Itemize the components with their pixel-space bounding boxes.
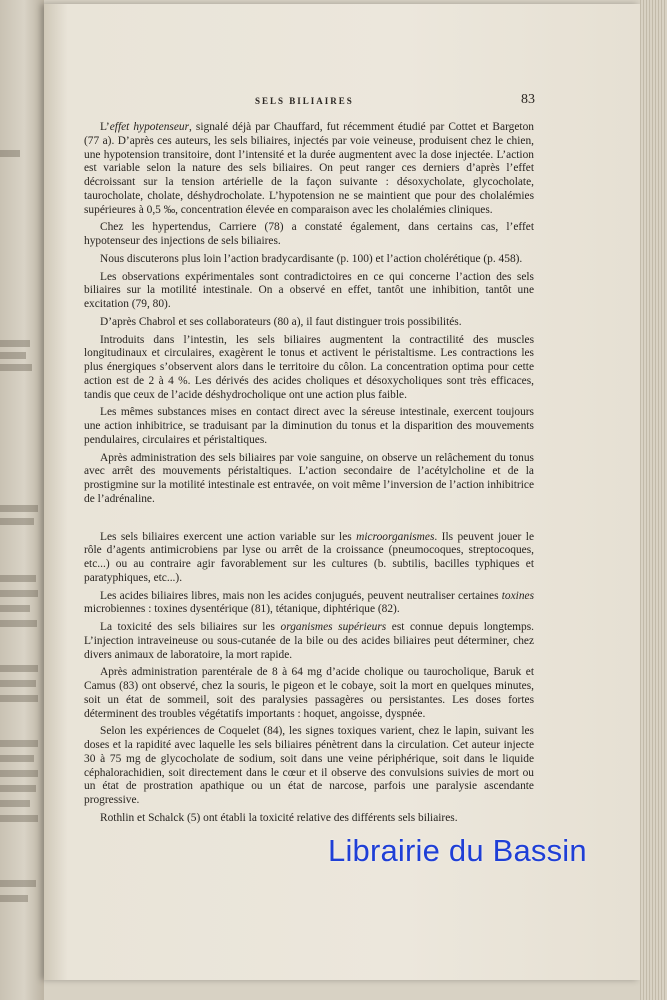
paragraph: Les mêmes substances mises en contact direct avec la séreuse intestinale, exercent toujours une action inhibitrice, se traduisant par la diminution du tonus et la disparition des mouvements pendulaires, circulaires et péristaltiques. bbox=[84, 406, 534, 446]
paragraph: Les sels biliaires exercent une action variable sur les microorganismes. Ils peuvent jouer le rôle d’agents antimicrobiens par lyse ou arrêt de la croissance (pneumocoques, streptocoques, etc...) ou au contraire agir favorablement sur les cultures (b. subtilis, bacilles typhiques et paratyphiques, etc...). bbox=[84, 530, 534, 584]
paragraph: Chez les hypertendus, Carriere (78) a constaté également, dans certains cas, l’effet hypotenseur des injections de sels biliaires. bbox=[84, 221, 534, 247]
paragraph: Après administration des sels biliaires par voie sanguine, on observe un relâchement du tonus avec arrêt des mouvements péristaltiques. L’action secondaire de l’acétylcholine et de la prostigmine sur la motilité intestinale est entravée, on voit même l’inversion de l’action inhibitrice de l’adrénaline. bbox=[84, 451, 534, 505]
paragraph: Les acides biliaires libres, mais non les acides conjugués, peuvent neutraliser certaines toxines microbiennes : toxines dysentérique (81), tétanique, diphtérique (82). bbox=[84, 589, 534, 616]
paragraph: Introduits dans l’intestin, les sels biliaires augmentent la contractilité des muscles longitudinaux et circulaires, exagèrent le tonus et activent le péristaltisme. Les contractions les plus énergiques s’observent alors dans le territoire du côlon. La concentration optima pour cette action est de 2 à 4 %. Les dérivés des acides choliques et désoxycholiques sont très efficaces, tandis que ceux de l’acide déshydrocholique ont une action plus faible. bbox=[84, 333, 534, 401]
paragraph: Nous discuterons plus loin l’action bradycardisante (p. 100) et l’action cholérétique (p. 458). bbox=[100, 252, 523, 265]
facing-page bbox=[0, 0, 44, 1000]
paragraph: Selon les expériences de Coquelet (84), les signes toxiques varient, chez le lapin, suivant les doses et la rapidité avec laquelle les sels biliaires pénètrent dans la circulation. Cet auteur injecte 30 à 75 mg de glycocholate de sodium, soit dans une veine périphérique, soit dans le liquide céphalorachidien, soit directement dans le cœur et il observe des convulsions suivies de mort ou un état de prostration apathique ou un état de narcose, parfois une paralysie ascendante progressive. bbox=[84, 725, 534, 806]
paragraph: D’après Chabrol et ses collaborateurs (80 a), il faut distinguer trois possibilités. bbox=[100, 315, 462, 328]
watermark-logo: Librairie du Bassin bbox=[328, 833, 587, 868]
paragraph: Après administration parentérale de 8 à 64 mg d’acide cholique ou taurocholique, Baruk et Camus (83) ont observé, chez la souris, le pigeon et le cobaye, soit la mort en quelques minutes, soit un état de sommeil, soit des paralysies passagères ou persistantes. Les doses fortes déterminent des troubles végétatifs importants : hoquet, angoisse, dyspnée. bbox=[84, 666, 534, 720]
paragraph: Les observations expérimentales sont contradictoires en ce qui concerne l’action des sels biliaires sur la motilité intestinale. On a observé en effet, tantôt une inhibition, tantôt une excitation (79, 80). bbox=[84, 270, 534, 310]
page-edges bbox=[640, 0, 667, 1000]
paragraph: Rothlin et Schalck (5) ont établi la toxicité relative des différents sels biliaires. bbox=[100, 811, 458, 824]
paragraph: La toxicité des sels biliaires sur les organismes supérieurs est connue depuis longtemps. L’injection intraveineuse ou sous-cutanée de la bile ou des acides biliaires peut déterminer, chez divers animaux de laboratoire, la mort rapide. bbox=[84, 621, 535, 661]
body-text bbox=[84, 121, 534, 830]
page-number: 83 bbox=[521, 92, 535, 107]
paragraph: L’effet hypotenseur, signalé déjà par Chauffard, fut récemment étudié par Cottet et Bargeton (77 a). D’après ces auteurs, les sels biliaires, injectés par voie veineuse, produisent chez le chien, une hypotension transitoire, dont l’intensité et la durée augmentent avec la dose injectée. L’action est variable selon la nature des sels biliaires. On peut ranger ces derniers d’après l’effet décroissant sur la tension artérielle de la façon suivante : désoxycholate, glycocholate, taurocholate, cholate, déshydrocholate. L’hypotension ne se maintient que pour des cholalémies supérieures à 0,5 ‰, concentration élevée en comparaison avec les cholalémies cliniques. bbox=[84, 121, 534, 216]
running-head: SELS BILIAIRES bbox=[255, 96, 354, 106]
